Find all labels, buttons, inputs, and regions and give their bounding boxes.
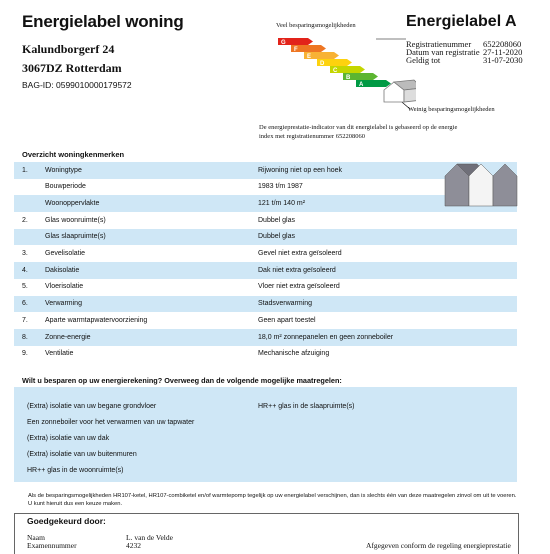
row-value: Dak niet extra geïsoleerd	[258, 266, 336, 274]
registration-number-label: Registratienummer	[406, 39, 472, 49]
scale-letter: D	[320, 61, 325, 67]
row-value: Geen apart toestel	[258, 316, 316, 324]
row-label: Gevelisolatie	[45, 250, 86, 257]
indicator-note: De energieprestatie-indicator van dit energielabel is gebaseerd op de energie index met registratienummer 652208060	[259, 124, 458, 140]
scale-letter: G	[281, 40, 286, 46]
row-number: 2.	[22, 216, 28, 224]
measure-item: (Extra) isolatie van uw begane grondvloer	[27, 403, 157, 410]
scale-letter: E	[307, 54, 312, 60]
row-value: Mechanische afzuiging	[258, 350, 330, 358]
conform-text: Afgegeven conform de regeling energieprestatie	[366, 541, 511, 550]
scale-bars	[278, 38, 391, 88]
approved-title: Goedgekeurd door:	[27, 516, 106, 526]
table-row	[14, 229, 517, 246]
row-number: 8.	[22, 333, 28, 341]
row-number: 3.	[22, 250, 28, 257]
table-row	[14, 212, 517, 229]
exam-number-value: 4232	[126, 541, 141, 550]
table-row	[14, 279, 517, 296]
registration-number-value: 652208060	[483, 39, 522, 49]
table-row	[14, 195, 517, 212]
row-value: Dubbel glas	[258, 216, 295, 224]
measure-item: (Extra) isolatie van uw buitenmuren	[27, 451, 137, 458]
row-label: Bouwperiode	[45, 183, 86, 191]
row-number: 5.	[22, 283, 28, 291]
table-row	[14, 296, 517, 313]
page-title: Energielabel woning	[22, 12, 184, 31]
row-value: 1983 t/m 1987	[258, 183, 303, 191]
measures-list	[14, 387, 517, 482]
row-value: Gevel niet extra geïsoleerd	[258, 250, 342, 257]
advisor-name-label: Naam	[27, 533, 45, 542]
row-value: Dubbel glas	[258, 233, 295, 241]
scale-top-caption: Veel besparingsmogelijkheden	[276, 22, 356, 29]
table-row	[14, 246, 517, 263]
row-number: 1.	[22, 166, 28, 174]
scale-letter: C	[333, 68, 338, 74]
registration-date-label: Datum van registratie	[406, 47, 480, 57]
energy-scale-graphic	[276, 30, 416, 110]
table-row	[14, 346, 517, 363]
address-city: 3067DZ Rotterdam	[22, 61, 122, 75]
valid-until-label: Geldig tot	[406, 55, 441, 65]
row-value: 121 t/m 140 m²	[258, 199, 306, 207]
table-row	[14, 162, 517, 179]
scale-letter: F	[294, 47, 298, 53]
measure-item: HR++ glas in de slaapruimte(s)	[258, 403, 355, 410]
row-label: Vloerisolatie	[45, 283, 84, 291]
registration-date-value: 27-11-2020	[483, 47, 523, 57]
row-number: 9.	[22, 350, 28, 358]
table-row	[14, 262, 517, 279]
row-houses-icon	[443, 160, 521, 210]
scale-letter: A	[359, 82, 364, 88]
energy-label-title: Energielabel A	[406, 13, 517, 30]
exam-number-label: Examennummer	[27, 541, 77, 550]
row-label: Dakisolatie	[45, 266, 80, 274]
row-value: Vloer niet extra geïsoleerd	[258, 283, 340, 291]
row-label: Ventilatie	[45, 350, 74, 358]
table-row	[14, 179, 517, 196]
row-label: Woningtype	[45, 166, 82, 174]
address-street: Kalundborgerf 24	[22, 42, 115, 56]
bag-id: BAG-ID: 0599010000179572	[22, 80, 132, 90]
row-value: Rijwoning niet op een hoek	[258, 166, 343, 174]
advisor-name-value: L. van de Velde	[126, 533, 173, 542]
row-label: Woonoppervlakte	[45, 199, 100, 207]
table-row	[14, 312, 517, 329]
row-value: 18,0 m² zonnepanelen en geen zonneboiler	[258, 333, 394, 341]
row-label: Aparte warmtapwatervoorziening	[45, 316, 148, 324]
row-label: Zonne-energie	[45, 333, 91, 341]
measure-item: Een zonneboiler voor het verwarmen van uw tapwater	[27, 419, 195, 426]
row-number: 4.	[22, 266, 28, 274]
scale-bottom-caption: Weinig besparingsmogelijkheden	[408, 106, 495, 113]
measures-question: Wilt u besparen op uw energierekening? Overweeg dan de volgende mogelijke maatregelen:	[22, 376, 342, 385]
row-number: 6.	[22, 300, 28, 308]
table-row	[14, 329, 517, 346]
row-number: 7.	[22, 316, 28, 324]
measure-item: (Extra) isolatie van uw dak	[27, 435, 110, 442]
row-value: Stadsverwarming	[258, 300, 313, 308]
footnote: Als de besparingsmogelijkheden HR107-ketel, HR107-combiketel en/of warmtepomp tegelijk op uw energielabel verschijnen, dan is slechts één van deze maatregelen zinvol om uit te voeren. U kunt hieruit dus een keuze maken.	[28, 493, 517, 507]
overview-title: Overzicht woningkenmerken	[22, 150, 125, 159]
scale-letter: B	[346, 75, 351, 81]
row-label: Glas slaapruimte(s)	[45, 233, 106, 241]
valid-until-value: 31-07-2030	[483, 55, 523, 65]
row-label: Glas woonruimte(s)	[45, 216, 106, 224]
measure-item: HR++ glas in de woonruimte(s)	[27, 467, 124, 474]
row-label: Verwarming	[45, 300, 82, 308]
